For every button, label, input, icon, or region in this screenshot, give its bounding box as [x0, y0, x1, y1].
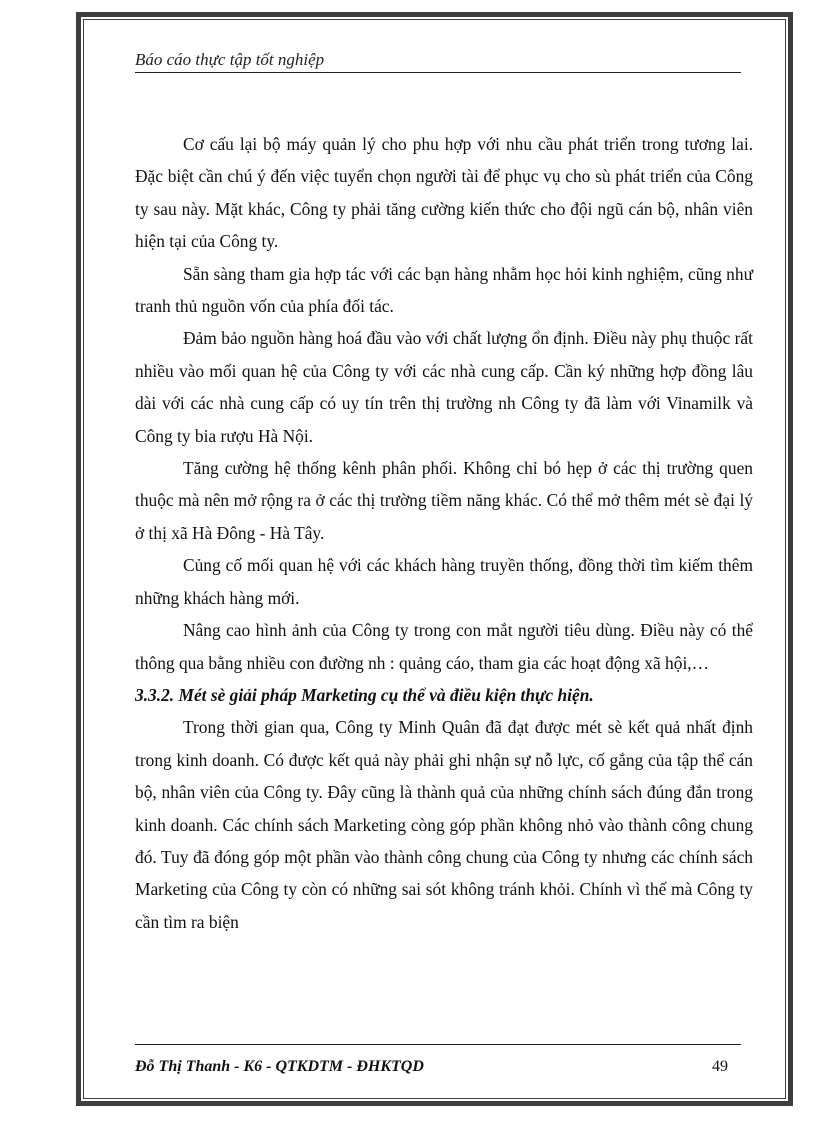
- paragraph-5: Củng cố mối quan hệ với các khách hàng truyền thống, đồng thời tìm kiếm thêm những khách hàng mới.: [135, 555, 753, 608]
- footer-rule: [135, 1044, 741, 1045]
- footer-author: Đỗ Thị Thanh - K6 - QTKDTM - ĐHKTQD: [135, 1058, 424, 1075]
- section-paragraph: Trong thời gian qua, Công ty Minh Quân đã đạt được mét sè kết quả nhất định trong kinh doanh. Có được kết quả này phải ghi nhận sự nỗ lực, cố gắng của tập thể cán bộ, nhân viên của Công ty. Đây cũng là thành quả của những chính sách đúng đắn trong kinh doanh. Các chính sách Marketing còng góp phần không nhỏ vào thành công chung đó. Tuy đã đóng góp một phần vào thành công chung của Công ty nhưng các chính sách Marketing của Công ty còn có những sai sót không tránh khỏi. Chính vì thế mà Công ty cần tìm ra biện: [135, 717, 753, 932]
- paragraph-2: Sẵn sàng tham gia hợp tác với các bạn hàng nhằm học hỏi kinh nghiệm, cũng như tranh thủ nguồn vốn của phía đối tác.: [135, 263, 753, 317]
- paragraph-1: Cơ cấu lại bộ máy quản lý cho phu hợp với nhu cầu phát triển trong tương lai. Đặc biệt cần chú ý đến việc tuyển chọn người tài để phục vụ cho sù phát triển của Công ty sau này. Mặt khác, Công ty phải tăng cường kiến thức cho đội ngũ cán bộ, nhân viên hiện tại của Công ty.: [135, 134, 753, 252]
- paragraph-4: Tăng cường hệ thống kênh phân phối. Không chỉ bó hẹp ở các thị trường quen thuộc mà nên mở rộng ra ở các thị trường tiềm năng khác. Có thể mở thêm mét sè đại lý ở thị xã Hà Đông - Hà Tây.: [135, 458, 753, 543]
- header-rule: [135, 72, 741, 73]
- section-heading: 3.3.2. Mét sè giải pháp Marketing cụ thể và điều kiện thực hiện.: [135, 684, 594, 705]
- paragraph-6: Nâng cao hình ảnh của Công ty trong con mắt người tiêu dùng. Điều này có thể thông qua bằng nhiều con đường nh : quảng cáo, tham gia các hoạt động xã hội,…: [135, 620, 753, 673]
- page-number: 49: [712, 1058, 728, 1075]
- paragraph-3: Đảm bảo nguồn hàng hoá đầu vào với chất lượng ổn định. Điều này phụ thuộc rất nhiều vào mối quan hệ của Công ty với các nhà cung cấp. Cần ký những hợp đồng lâu dài với các nhà cung cấp có uy tín trên thị trường nh Công ty đã làm với Vinamilk và Công ty bia rượu Hà Nội.: [135, 328, 753, 446]
- body-text: [135, 128, 753, 938]
- header-title: Báo cáo thực tập tốt nghiệp: [135, 50, 325, 69]
